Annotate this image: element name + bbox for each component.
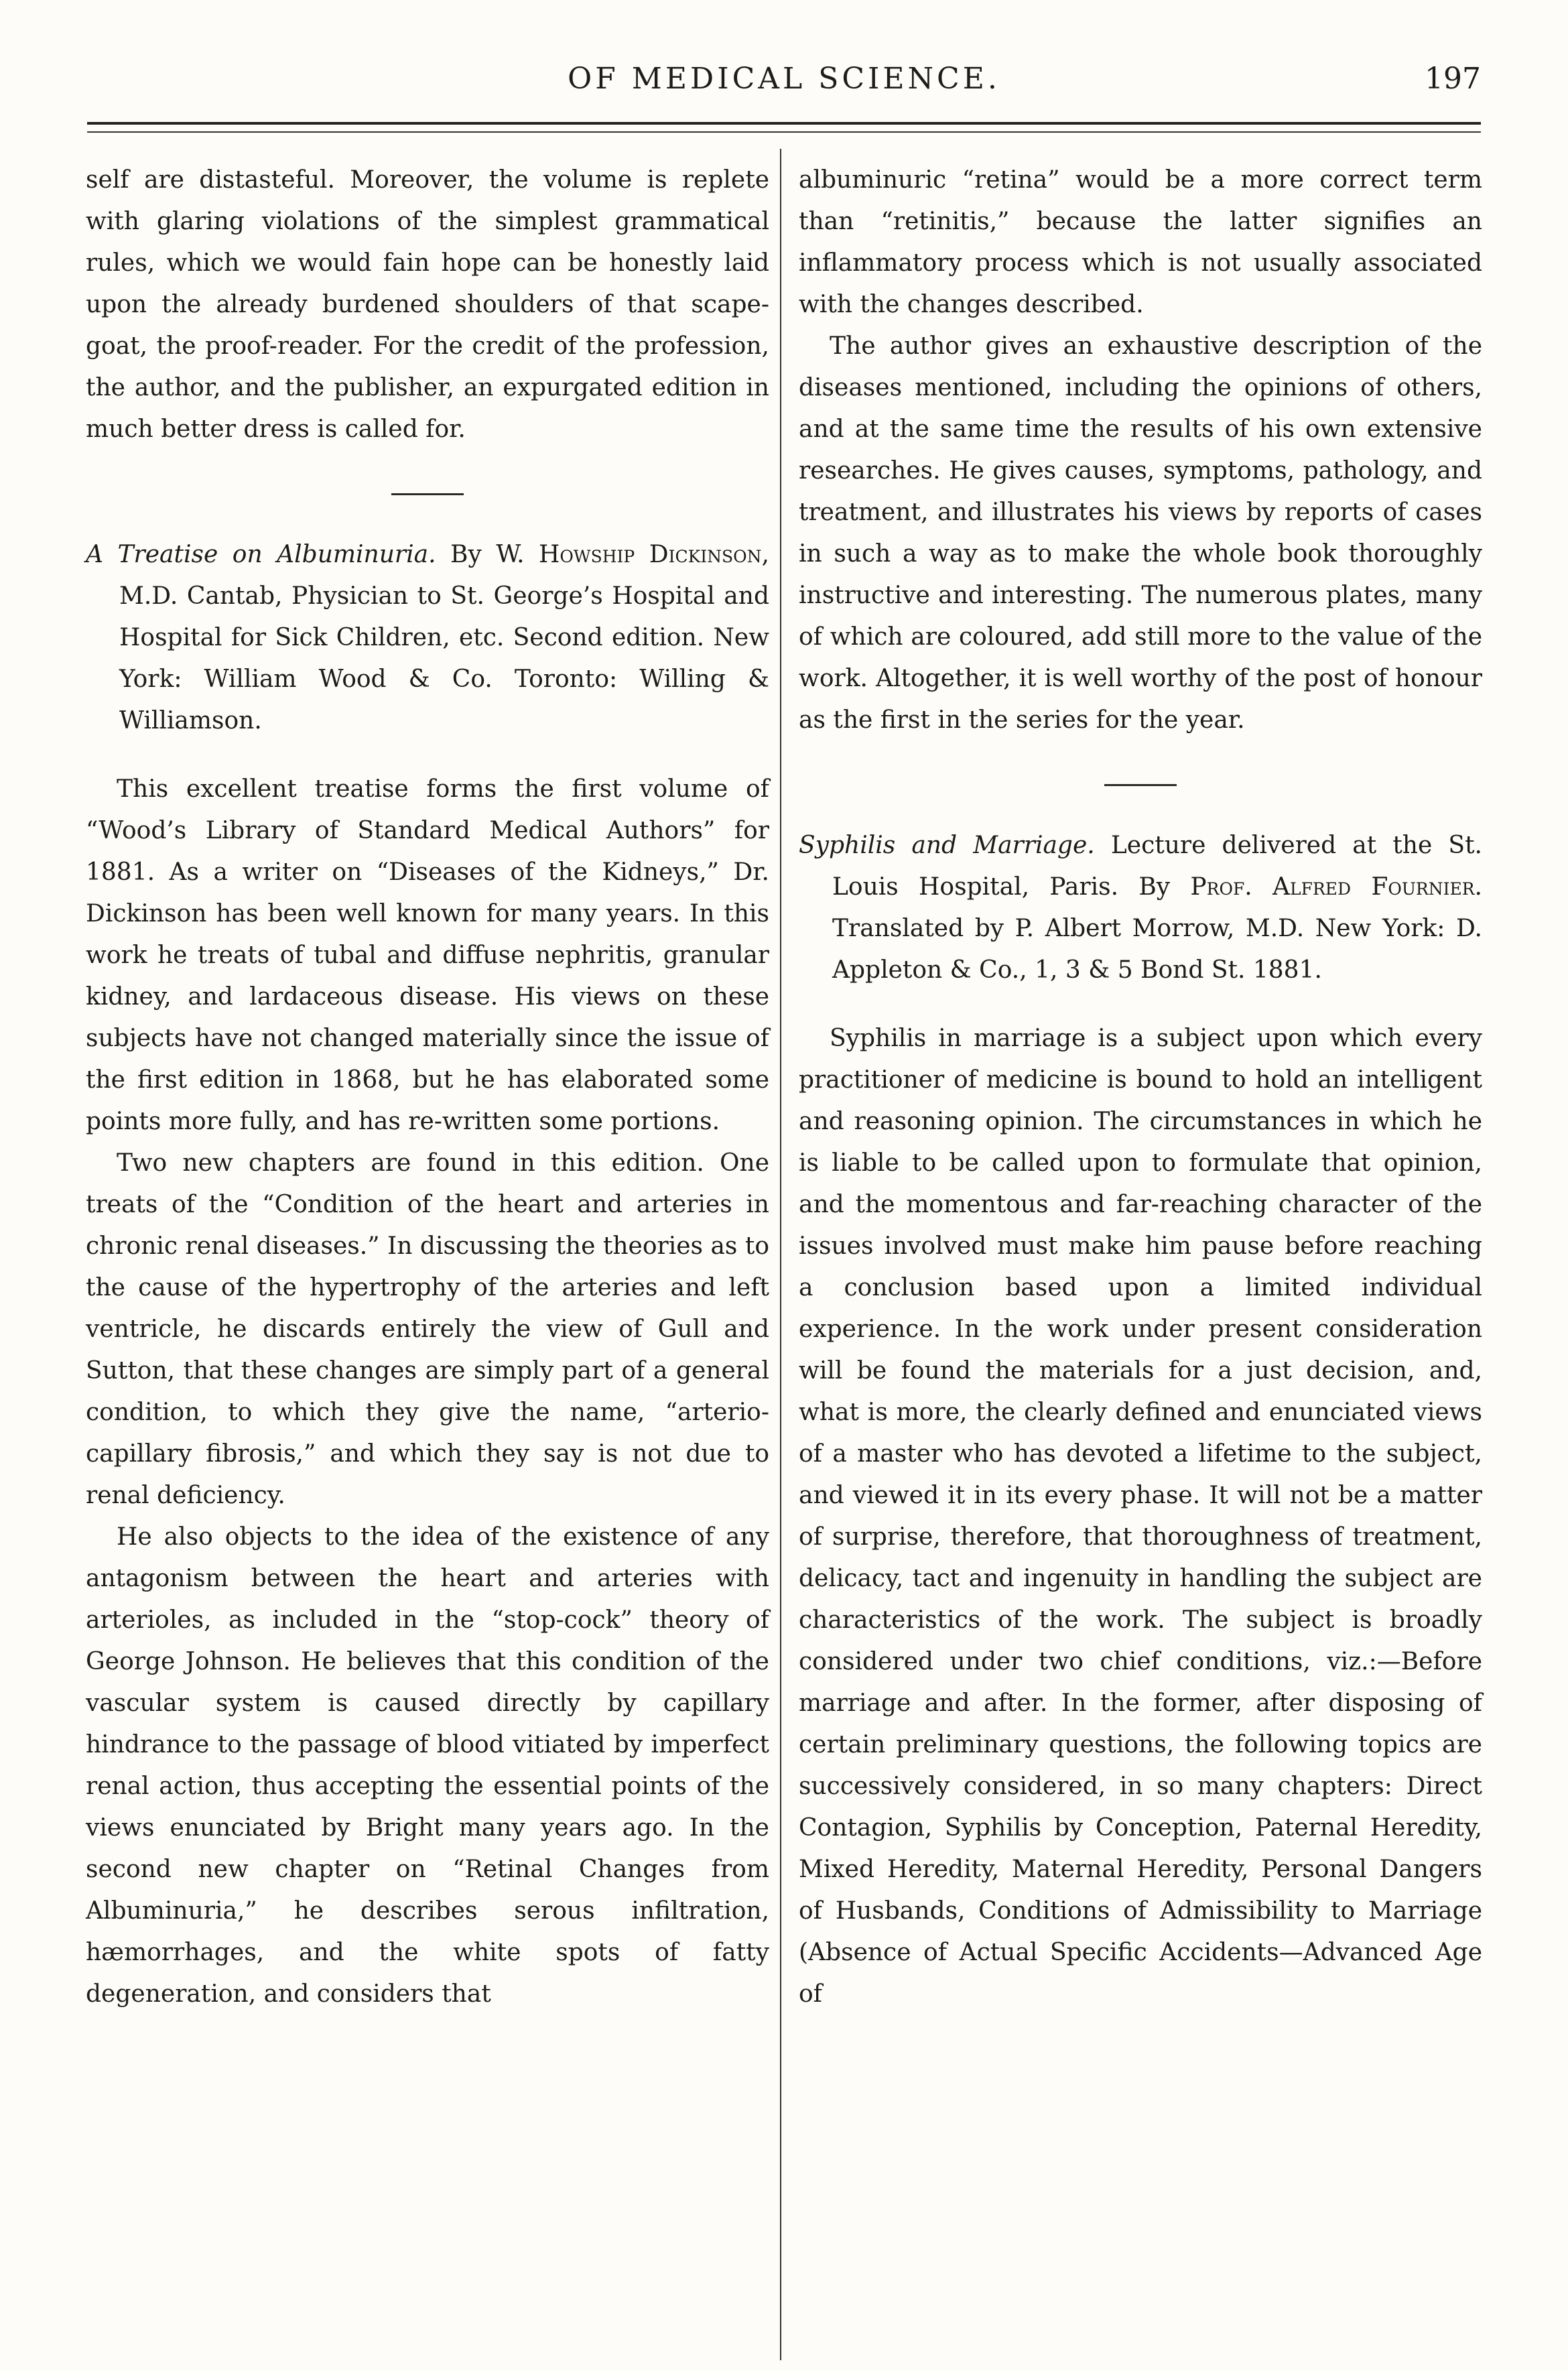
body-paragraph: This excellent treatise forms the first volume of “Wood’s Library of Standard Medical Authors” for 1881. As a writer on “Diseases of the Kidneys,” Dr. Dickinson has been well known for many years. In this work he treats of tubal and diffuse nephritis, granular kidney, and lardaceous disease. His views on these subjects have not changed materially since the issue of the first edition in 1868, but he has elaborated some points more fully, and has re-written some portions. [86,775,769,1135]
review-by: By [1138,873,1171,901]
right-continuation-paragraph: albuminuric “retina” would be a more correct term than “retinitis,” because the latter signifies an inflammatory process which is not usually associated with the changes described. [799,166,1482,318]
review-details: M.D. Cantab, Physician to St. George’s Hospital and Hospital for Sick Children, etc. Second edition. New York: William Wood & Co. Toronto: Willing & Williamson. [119,582,769,734]
review-title: A Treatise on Albuminuria. [86,541,436,568]
left-continuation-paragraph: self are distasteful. Moreover, the volume is replete with glaring violations of the simplest grammatical rules, which we would fain hope can be honestly laid upon the already burdened shoulders of that scape-goat, the proof-reader. For the credit of the profession, the author, and the publisher, an expurgated edition in much better dress is called for. [86,166,769,443]
review-entry-albuminuria [86,534,769,742]
running-head [87,62,1481,115]
body-paragraph: The author gives an exhaustive description of the diseases mentioned, including the opinions of others, and at the same time the results of his own extensive researches. He gives causes, symptoms, pathology, and treatment, and illustrates his views by reports of cases in such a way as to make the whole book thoroughly instructive and interesting. The numerous plates, many of which are coloured, add still more to the value of the work. Altogether, it is well worthy of the post of honour as the first in the series for the year. [799,332,1482,734]
header-rule-thin [87,131,1481,133]
review-title: Syphilis and Marriage. [799,832,1095,859]
review-entry-syphilis [799,825,1482,991]
right-column [799,159,1482,2015]
review-author: Prof. Alfred Fournier. [1190,873,1482,901]
body-paragraph: Syphilis in marriage is a subject upon which every practitioner of medicine is bound to hold an intelligent and reasoning opinion. The circumstances in which he is liable to be called upon to formulate that opinion, and the momentous and far-reaching character of the issues involved must make him pause before reaching a conclusion based upon a limited individual experience. In the work under present consideration will be found the materials for a just decision, and, what is more, the clearly defined and enunciated views of a master who has devoted a lifetime to the subject, and viewed it in its every phase. It will not be a matter of surprise, therefore, that thoroughness of treatment, delicacy, tact and ingenuity in handling the subject are characteristics of the work. The subject is broadly considered under two chief conditions, viz.:—Before marriage and after. In the former, after disposing of certain preliminary questions, the following topics are successively considered, in so many chapters: Direct Contagion, Syphilis by Conception, Paternal Heredity, Mixed Heredity, Maternal Heredity, Personal Dangers of Husbands, Conditions of Admissibility to Marriage (Absence of Actual Specific Accidents—Advanced Age of [799,1025,1482,2008]
section-separator [391,493,464,495]
review-author: W. Howship Dickinson, [496,541,769,568]
body-paragraph: Two new chapters are found in this edition. One treats of the “Condition of the heart and arteries in chronic renal diseases.” In discussing the theories as to the cause of the hypertrophy of the arteries and left ventricle, he discards entirely the view of Gull and Sutton, that these changes are simply part of a general condition, to which they give the name, “arterio-capillary fibrosis,” and which they say is not due to renal deficiency. [86,1149,769,1509]
left-column [86,159,769,2015]
section-separator [1104,784,1177,786]
running-title: OF MEDICAL SCIENCE. [568,62,1000,96]
body-paragraph: He also objects to the idea of the existence of any antagonism between the heart and arteries with arterioles, as included in the “stop-cock” theory of George Johnson. He believes that this condition of the vascular system is caused directly by capillary hindrance to the passage of blood vitiated by imperfect renal action, thus accepting the essential points of the views enunciated by Bright many years ago. In the second new chapter on “Retinal Changes from Albuminuria,” he describes serous infiltration, hæmorrhages, and the white spots of fatty degeneration, and considers that [86,1523,769,2008]
review-details: Translated by P. Albert Morrow, M.D. New York: D. Appleton & Co., 1, 3 & 5 Bond St. 1881. [832,915,1482,984]
page-number: 197 [1425,62,1481,96]
review-details: Lecture delivered at the St. Louis Hospital, Paris. [832,832,1482,901]
column-divider [780,149,781,2360]
header-rule-thick [87,122,1481,125]
review-by: By [450,541,482,568]
